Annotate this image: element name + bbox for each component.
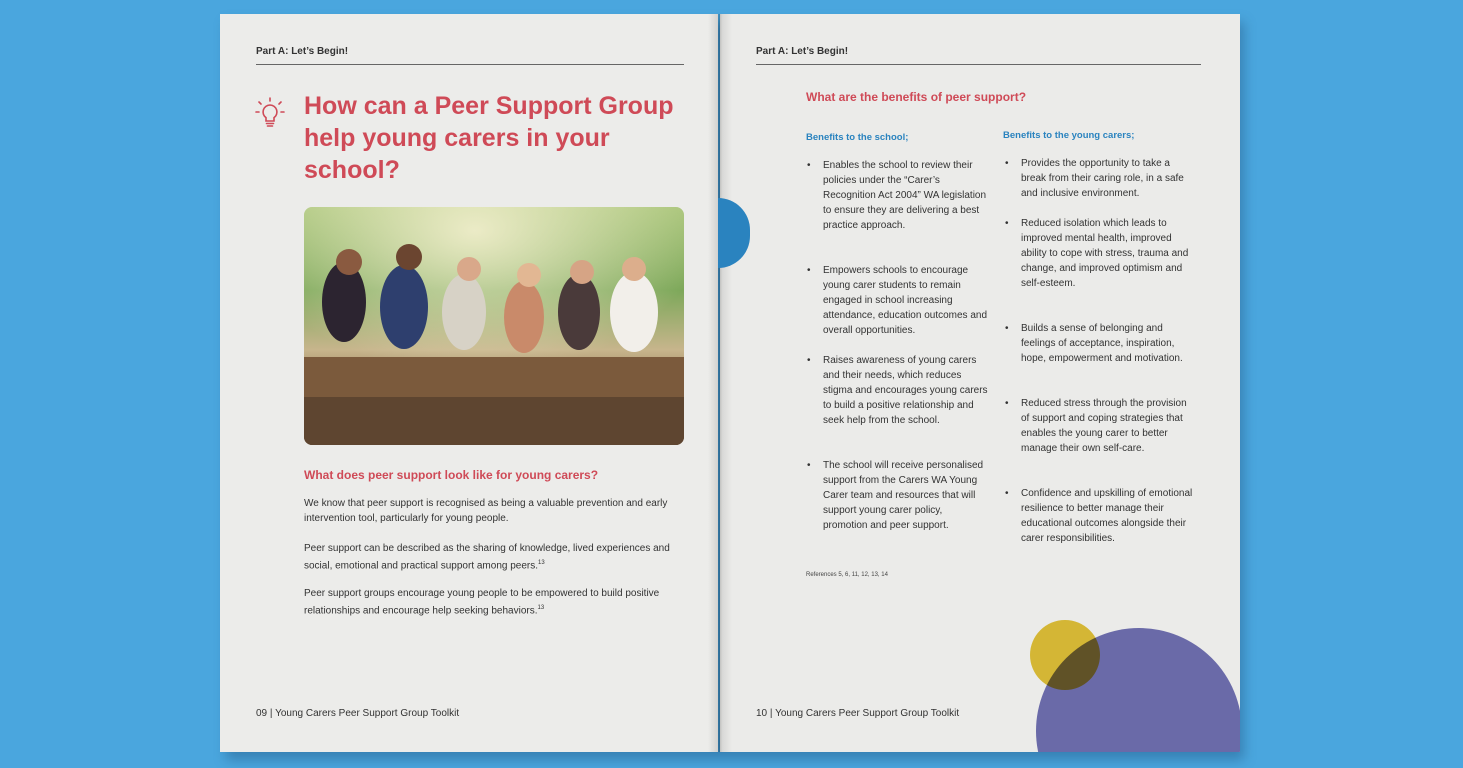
bullet-dot: • xyxy=(807,160,811,171)
bullet-dot: • xyxy=(1005,398,1009,409)
school-benefit-item xyxy=(807,353,988,428)
carer-benefit-item xyxy=(1005,216,1193,291)
school-benefit-text: Enables the school to review their policies under the “Carer’s Recognition Act 2004” WA legislation to ensure they are delivering a best practice approach. xyxy=(823,160,987,231)
school-benefit-item xyxy=(807,263,988,338)
bullet-dot: • xyxy=(1005,158,1009,169)
school-benefit-text: Empowers schools to encourage young carer students to remain engaged in school increasing attendance, education outcomes and overall opportunities. xyxy=(823,265,988,336)
left-page xyxy=(220,14,718,752)
paragraph-1-text: We know that peer support is recognised as being a valuable prevention and early intervention tool, particularly for young people. xyxy=(304,498,668,524)
carer-benefit-item xyxy=(1005,321,1193,366)
paragraph-2-text: Peer support can be described as the sharing of knowledge, lived experiences and social, emotional and practical support among peers. xyxy=(304,543,670,572)
citation-13: 13 xyxy=(538,560,545,566)
bullet-dot: • xyxy=(1005,323,1009,334)
carer-benefit-text: Confidence and upskilling of emotional resilience to better manage their educational outcomes alongside their carer responsibilities. xyxy=(1021,488,1193,544)
bullet-dot: • xyxy=(1005,488,1009,499)
lightbulb-icon xyxy=(254,96,286,130)
references-note: References 5, 6, 11, 12, 13, 14 xyxy=(806,572,888,578)
carer-benefits-heading: Benefits to the young carers; xyxy=(1003,130,1135,141)
right-page-header: Part A: Let’s Begin! xyxy=(756,46,849,57)
paragraph-1 xyxy=(304,496,689,526)
group-photo xyxy=(304,207,684,445)
school-benefit-text: The school will receive personalised support from the Carers WA Young Carer team and resources that will support young carer policy, promotion and peer support. xyxy=(823,460,984,531)
paragraph-3-text: Peer support groups encourage young people to be empowered to build positive relationships and encourage help seeking behaviors. xyxy=(304,588,660,617)
school-benefits-heading: Benefits to the school; xyxy=(806,132,909,143)
left-page-header: Part A: Let’s Begin! xyxy=(256,46,349,57)
right-header-rule xyxy=(756,64,1201,65)
school-benefit-item xyxy=(807,458,988,533)
carer-benefit-text: Provides the opportunity to take a break from their caring role, in a safe and inclusive environment. xyxy=(1021,158,1184,199)
school-benefit-item xyxy=(807,158,988,233)
left-page-footer: 09 | Young Carers Peer Support Group Toolkit xyxy=(256,708,460,719)
book-gutter xyxy=(708,14,732,752)
page-title: How can a Peer Support Group help young carers in your school? xyxy=(304,92,674,184)
section-heading-benefits: What are the benefits of peer support? xyxy=(806,90,1027,104)
right-page xyxy=(720,14,1240,752)
carer-benefit-item xyxy=(1005,156,1193,201)
bullet-dot: • xyxy=(807,265,811,276)
school-benefit-text: Raises awareness of young carers and their needs, which reduces stigma and encourages young carers to build a positive relationship and seek help from the school. xyxy=(823,355,988,426)
section-heading-peer-support: What does peer support look like for young carers? xyxy=(304,468,599,482)
carer-benefit-text: Reduced isolation which leads to improved mental health, improved ability to cope with stress, trauma and change, and improved optimism and self-esteem. xyxy=(1021,218,1189,289)
decorative-yellow-circle xyxy=(1030,620,1100,690)
citation-13: 13 xyxy=(537,605,545,611)
bullet-dot: • xyxy=(1005,218,1009,229)
bullet-dot: • xyxy=(807,460,811,471)
carer-benefit-item xyxy=(1005,396,1193,456)
carer-benefit-text: Builds a sense of belonging and feelings of acceptance, inspiration, hope, empowerment and motivation. xyxy=(1021,323,1183,364)
bullet-dot: • xyxy=(807,355,811,366)
group-photo-illustration xyxy=(304,207,684,445)
carer-benefit-item xyxy=(1005,486,1193,546)
right-page-footer: 10 | Young Carers Peer Support Group Toolkit xyxy=(756,708,960,719)
left-header-rule xyxy=(256,64,684,65)
paragraph-3 xyxy=(304,586,689,618)
paragraph-2 xyxy=(304,541,689,573)
carer-benefit-text: Reduced stress through the provision of support and coping strategies that enables the young carer to better manage their own self-care. xyxy=(1021,398,1187,454)
